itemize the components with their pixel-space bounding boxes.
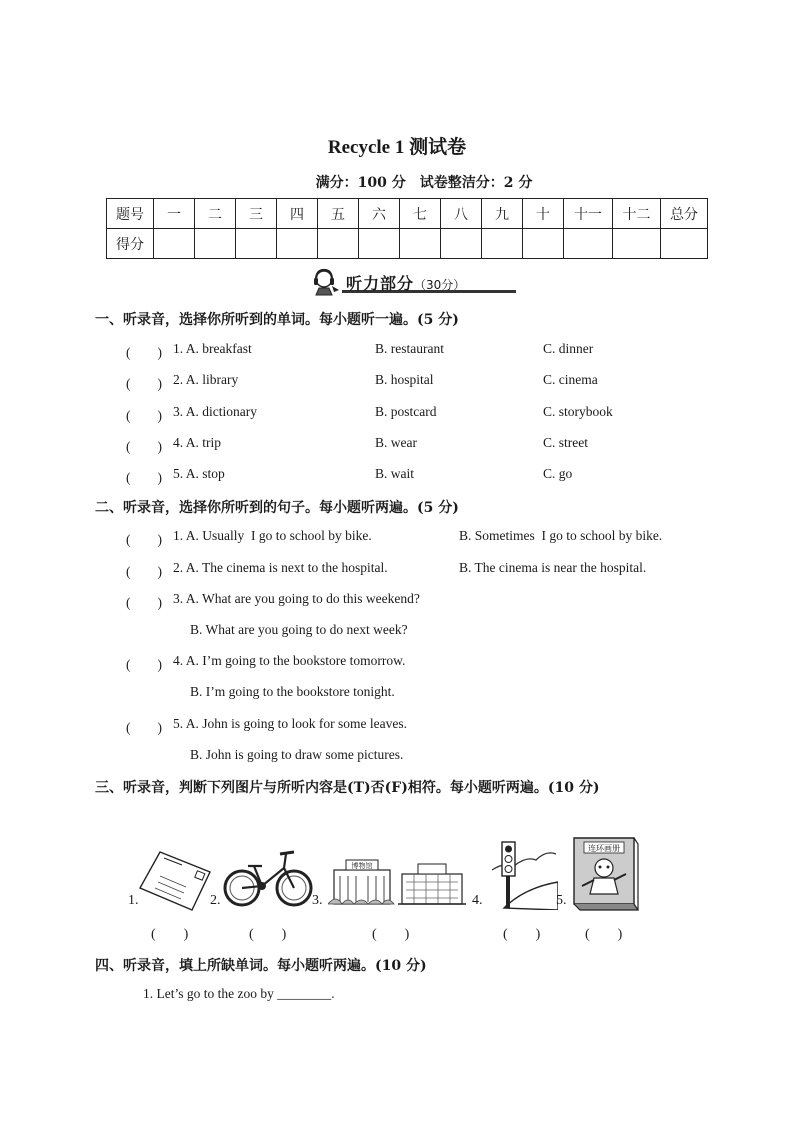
header-cell: 二 (195, 199, 236, 229)
question-1-option-b: B. restaurant (375, 341, 444, 356)
score-table (106, 198, 708, 259)
header-cell: 十一 (564, 199, 613, 229)
question-3-option-c: C. storybook (543, 404, 613, 419)
question-2-option-a: 2. A. library (173, 372, 239, 387)
answer-blank[interactable]: ( ) (126, 376, 162, 391)
answer-blank[interactable]: ( ) (126, 657, 162, 672)
sentence-1-option-a: 1. A. Usually I go to school by bike. (173, 528, 372, 543)
answer-blank[interactable]: ( ) (249, 927, 287, 942)
score-cell[interactable] (277, 229, 318, 259)
picture-5-label: 5. (556, 893, 567, 908)
score-cell[interactable] (236, 229, 277, 259)
section-1-heading: 一、听录音，选择你所听到的单词。每小题听一遍。(5 分) (95, 312, 459, 328)
score-cell[interactable] (318, 229, 359, 259)
question-4-option-a: 4. A. trip (173, 435, 222, 450)
sentence-5-option-a: 5. A. John is going to look for some leaves. (173, 716, 407, 731)
header-cell: 十 (523, 199, 564, 229)
sentence-4-option-a: 4. A. I’m going to the bookstore tomorrow. (173, 653, 406, 668)
sentence-2-option-b: B. The cinema is near the hospital. (459, 560, 647, 575)
answer-blank[interactable]: ( ) (503, 927, 541, 942)
question-1-option-a: 1. A. breakfast (173, 341, 252, 356)
banner-points: （30分） (414, 278, 466, 292)
answer-blank[interactable]: ( ) (151, 927, 189, 942)
picture-3-label: 3. (312, 893, 323, 908)
section-2-heading: 二、听录音，选择你所听到的句子。每小题听两遍。(5 分) (95, 500, 459, 516)
traffic-light-picture-icon (484, 836, 558, 910)
header-cell: 四 (277, 199, 318, 229)
answer-blank[interactable]: ( ) (126, 408, 162, 423)
answer-blank[interactable]: ( ) (126, 439, 162, 454)
score-info: 满分：100 分 试卷整洁分：2 分 (315, 175, 533, 191)
question-5-option-b: B. wait (375, 466, 414, 481)
answer-blank[interactable]: ( ) (126, 345, 162, 360)
sentence-4-option-b: B. I’m going to the bookstore tonight. (190, 684, 395, 699)
header-cell: 九 (482, 199, 523, 229)
listening-section-banner (306, 268, 516, 298)
question-5-option-a: 5. A. stop (173, 466, 225, 481)
museum-sign-text: 博物馆 (351, 862, 373, 870)
listening-headphone-icon (310, 268, 340, 296)
answer-blank[interactable]: ( ) (372, 927, 410, 942)
sentence-5-option-b: B. John is going to draw some pictures. (190, 747, 404, 762)
banner-label: 听力部分（30分） (346, 274, 466, 293)
score-cell[interactable] (564, 229, 613, 259)
bicycle-picture-icon (222, 846, 314, 910)
answer-blank[interactable]: ( ) (126, 532, 162, 547)
header-cell: 总分 (661, 199, 708, 229)
question-4-option-c: C. street (543, 435, 588, 450)
answer-blank[interactable]: ( ) (126, 720, 162, 735)
answer-blank[interactable]: ( ) (126, 595, 162, 610)
score-cell[interactable] (154, 229, 195, 259)
sentence-3-option-b: B. What are you going to do next week? (190, 622, 408, 637)
question-2-option-b: B. hospital (375, 372, 434, 387)
score-cell[interactable] (359, 229, 400, 259)
postcard-picture-icon (138, 850, 212, 912)
header-cell: 五 (318, 199, 359, 229)
section-3-heading: 三、听录音，判断下列图片与所听内容是(T)否(F)相符。每小题听两遍。(10 分) (95, 780, 600, 796)
sentence-3-option-a: 3. A. What are you going to do this weekend? (173, 591, 420, 606)
question-1-option-c: C. dinner (543, 341, 594, 356)
answer-blank[interactable]: ( ) (126, 470, 162, 485)
fill-in-question-1[interactable]: 1. Let’s go to the zoo by ________. (143, 986, 335, 1001)
score-table-header-row (107, 199, 708, 229)
comic-book-picture-icon (568, 834, 640, 912)
answer-blank[interactable]: ( ) (126, 564, 162, 579)
score-cell[interactable] (661, 229, 708, 259)
picture-4-label: 4. (472, 893, 483, 908)
header-cell: 题号 (107, 199, 154, 229)
header-cell: 一 (154, 199, 195, 229)
question-4-option-b: B. wear (375, 435, 417, 450)
question-2-option-c: C. cinema (543, 372, 598, 387)
question-5-option-c: C. go (543, 466, 573, 481)
score-cell[interactable] (195, 229, 236, 259)
score-row-label: 得分 (107, 229, 154, 259)
page-title: Recycle 1 测试卷 (327, 137, 467, 158)
question-3-option-a: 3. A. dictionary (173, 404, 257, 419)
header-cell: 八 (441, 199, 482, 229)
score-table-score-row (107, 229, 708, 259)
question-3-option-b: B. postcard (375, 404, 437, 419)
picture-1-label: 1. (128, 893, 139, 908)
sentence-1-option-b: B. Sometimes I go to school by bike. (459, 528, 663, 543)
header-cell: 十二 (613, 199, 661, 229)
header-cell: 六 (359, 199, 400, 229)
sentence-2-option-a: 2. A. The cinema is next to the hospital. (173, 560, 388, 575)
museum-and-buildings-picture-icon (328, 856, 474, 910)
score-cell[interactable] (441, 229, 482, 259)
score-cell[interactable] (613, 229, 661, 259)
score-cell[interactable] (400, 229, 441, 259)
score-cell[interactable] (523, 229, 564, 259)
header-cell: 三 (236, 199, 277, 229)
picture-2-label: 2. (210, 893, 221, 908)
score-cell[interactable] (482, 229, 523, 259)
section-4-heading: 四、听录音，填上所缺单词。每小题听两遍。(10 分) (95, 958, 427, 974)
header-cell: 七 (400, 199, 441, 229)
answer-blank[interactable]: ( ) (585, 927, 623, 942)
book-title-text: 连环画册 (588, 844, 620, 853)
